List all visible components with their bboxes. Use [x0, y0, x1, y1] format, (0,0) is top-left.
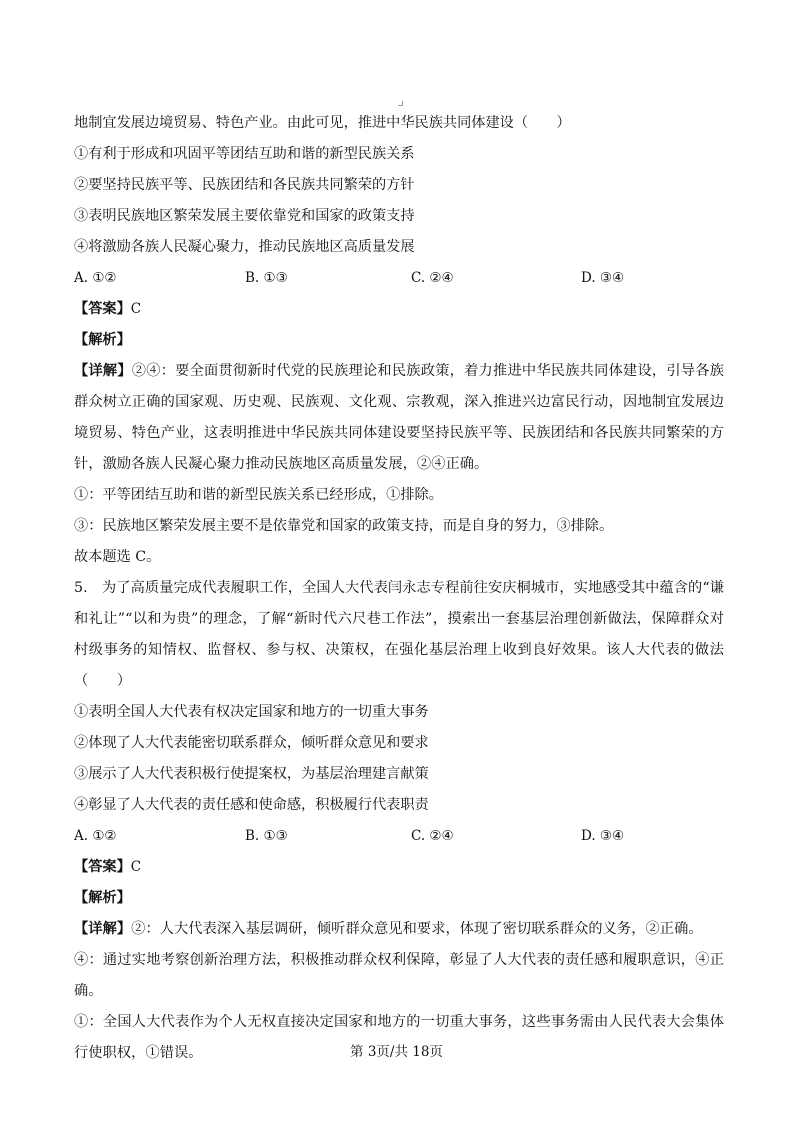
q5-option-a: A. ①②	[74, 828, 117, 844]
q5-detail-tag: 【详解】	[74, 921, 132, 937]
q4-note-1: ①：平等团结互助和谐的新型民族关系已经形成，①排除。	[74, 487, 443, 503]
q4-conclusion: 故本题选 C。	[74, 549, 161, 565]
q4-stem-tail: 地制宜发展边境贸易、特色产业。由此可见，推进中华民族共同体建设（ ）	[74, 115, 571, 131]
q5-stem: 5. 为了高质量完成代表履职工作，全国人大代表闫永志专程前往安庆桐城市，实地感受其中蕴含的“谦和礼让”“以和为贵”的理念，了解“新时代六尺巷工作法”，摸索出一套基层治理创新做法，保障群众对村级事务的知情权、监督权、参与权、决策权，在强化基层治理上收到良好效果。该人大代表的做法（ ）	[74, 580, 724, 689]
q5-item-4: ④彰显了人大代表的责任感和使命感，积极履行代表职责	[74, 797, 429, 813]
q4-answer-value: C	[130, 301, 142, 317]
q4-option-d: D. ③④	[581, 270, 625, 286]
q4-item-3: ③表明民族地区繁荣发展主要依靠党和国家的政策支持	[74, 208, 415, 224]
q5-detail	[74, 914, 724, 945]
q5-answer-value: C	[130, 859, 142, 875]
q5-item-1: ①表明全国人大代表有权决定国家和地方的一切重大事务	[74, 704, 429, 720]
q5-detail-text: ②：人大代表深入基层调研，倾听群众意见和要求，体现了密切联系群众的义务，②正确。	[131, 921, 703, 937]
q4-analysis-tag: 【解析】	[74, 332, 131, 348]
q4-detail-tag: 【详解】	[74, 363, 132, 379]
q4-answer-tag: 【答案】	[74, 301, 131, 317]
q5-answer-tag: 【答案】	[74, 859, 131, 875]
q4-option-a: A. ①②	[74, 270, 117, 286]
q4-option-c: C. ②④	[411, 270, 454, 286]
q5-note-1: ④：通过实地考察创新治理方法，积极推动群众权利保障，彰显了人大代表的责任感和履职意识，④正确。	[74, 952, 724, 999]
q5-analysis	[74, 883, 724, 914]
q4-option-b: B. ①③	[245, 270, 288, 286]
document-body	[74, 108, 724, 1069]
q5-item-2: ②体现了人大代表能密切联系群众，倾听群众意见和要求	[74, 735, 429, 751]
q4-note-2: ③：民族地区繁荣发展主要不是依靠党和国家的政策支持，而是自身的努力，③排除。	[74, 518, 614, 534]
q5-answer	[74, 852, 724, 883]
q5-option-d: D. ③④	[581, 828, 625, 844]
q4-analysis	[74, 325, 724, 356]
q5-item-3: ③展示了人大代表积极行使提案权，为基层治理建言献策	[74, 766, 429, 782]
page-corner-mark	[398, 101, 403, 106]
q5-options	[74, 821, 724, 852]
q4-item-4: ④将激励各族人民凝心聚力，推动民族地区高质量发展	[74, 239, 415, 255]
q4-detail-text: ②④：要全面贯彻新时代党的民族理论和民族政策，着力推进中华民族共同体建设，引导各族群众树立正确的国家观、历史观、民族观、文化观、宗教观，深入推进兴边富民行动，因地制宜发展边境贸易、特色产业，这表明推进中华民族共同体建设要坚持民族平等、民族团结和各民族共同繁荣的方针，激励各族人民凝心聚力推动民族地区高质量发展，②④正确。	[74, 363, 724, 472]
q5-analysis-tag: 【解析】	[74, 890, 131, 906]
q4-item-1: ①有利于形成和巩固平等团结互助和谐的新型民族关系	[74, 146, 415, 162]
q4-answer	[74, 294, 724, 325]
q4-options	[74, 263, 724, 294]
q5-note-2: ①：全国人大代表作为个人无权直接决定国家和地方的一切重大事务，这些事务需由人民代表大会集体行使职权，①错误。	[74, 1014, 724, 1061]
page-footer: 第 3页/共 18页	[350, 1044, 443, 1060]
q5-option-c: C. ②④	[411, 828, 454, 844]
q4-detail	[74, 356, 724, 480]
q4-item-2: ②要坚持民族平等、民族团结和各民族共同繁荣的方针	[74, 177, 415, 193]
q5-option-b: B. ①③	[245, 828, 288, 844]
